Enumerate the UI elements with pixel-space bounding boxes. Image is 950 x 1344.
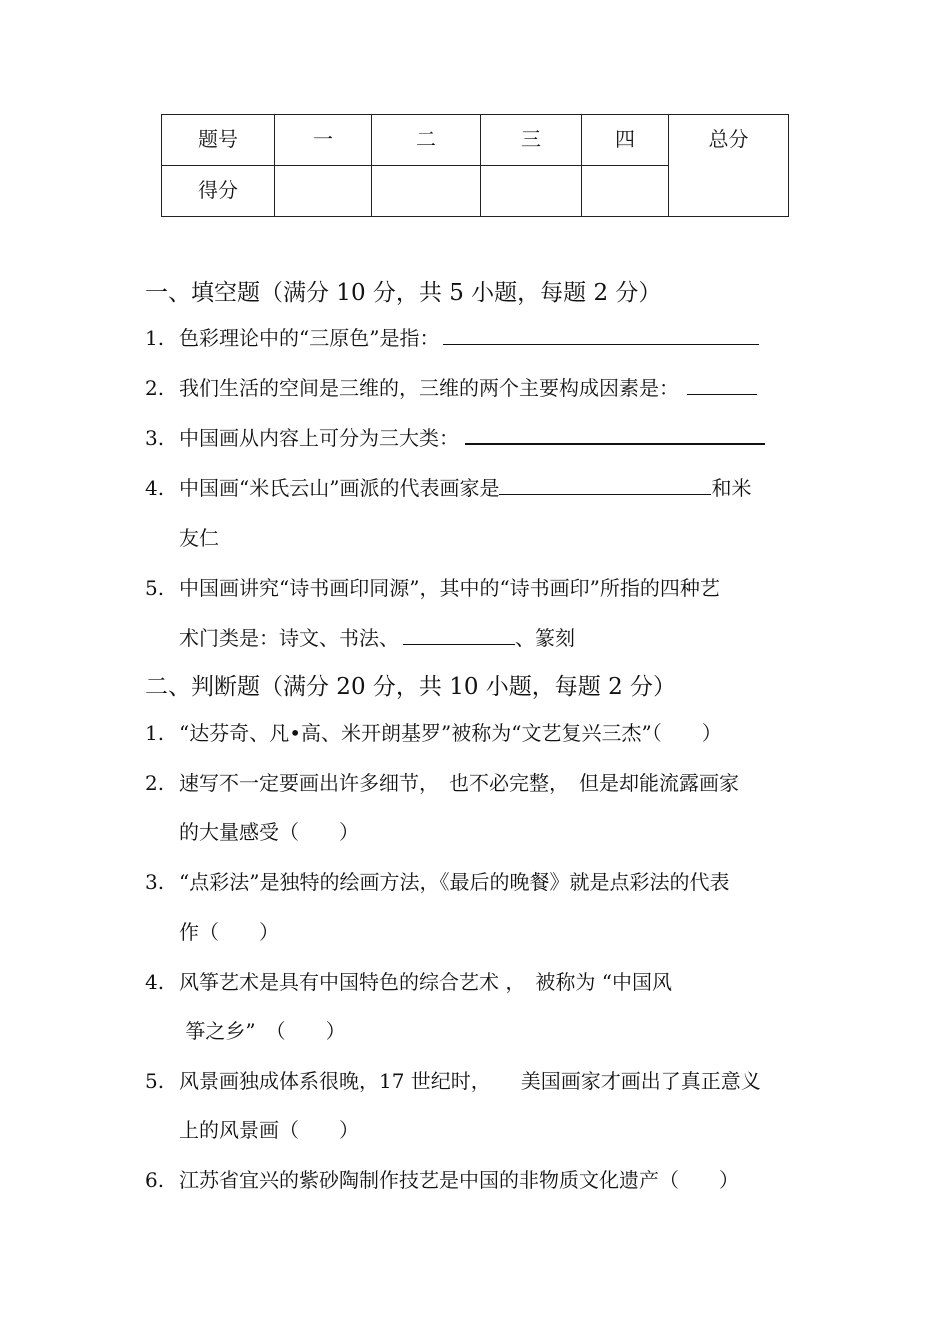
question-number: 1. <box>145 721 165 745</box>
question-number-label: 题号 <box>162 115 275 166</box>
answer-blank[interactable] <box>443 326 759 345</box>
judge-question-2 <box>145 767 739 796</box>
judge-question-6 <box>145 1164 739 1193</box>
question-text: 我们生活的空间是三维的，三维的两个主要构成因素是： <box>179 376 679 400</box>
question-text: 中国画从内容上可分为三大类： <box>179 426 459 450</box>
judge-question-4 <box>145 966 672 995</box>
column-1: 一 <box>275 115 372 166</box>
question-text: 速写不一定要画出许多细节， 也不必完整， 但是却能流露画家 <box>179 771 739 795</box>
question-number: 5. <box>145 1069 165 1093</box>
total-score-label: 总分 <box>669 115 789 217</box>
question-number: 3. <box>145 426 165 450</box>
judge-question-4-continued: 筝之乡” （ ） <box>179 1019 346 1043</box>
question-number: 3. <box>145 870 165 894</box>
question-text: 风景画独成体系很晚，17 世纪时， 美国画家才画出了真正意义 <box>179 1069 761 1093</box>
question-number: 1. <box>145 326 165 350</box>
answer-blank[interactable] <box>687 376 757 395</box>
column-2: 二 <box>372 115 481 166</box>
column-4: 四 <box>582 115 669 166</box>
question-text: 术门类是：诗文、书法、 <box>179 626 399 650</box>
question-text: “点彩法”是独特的绘画方法，《最后的晚餐》就是点彩法的代表 <box>179 870 730 894</box>
fill-question-4-continued: 友仁 <box>179 526 219 550</box>
judge-question-3-continued: 作（ ） <box>179 920 279 944</box>
fill-question-4 <box>145 472 751 501</box>
judge-question-3 <box>145 866 729 895</box>
answer-blank[interactable] <box>499 476 711 495</box>
question-text: 色彩理论中的“三原色”是指： <box>179 326 440 350</box>
score-cell-2[interactable] <box>372 166 481 217</box>
section1-title: 一、填空题（满分 10 分，共 5 小题，每题 2 分） <box>145 280 662 306</box>
fill-question-3 <box>145 422 765 451</box>
judge-question-2-continued: 的大量感受（ ） <box>179 820 359 844</box>
column-3: 三 <box>481 115 582 166</box>
question-number: 6. <box>145 1168 165 1192</box>
question-number: 2. <box>145 771 165 795</box>
answer-blank[interactable] <box>403 626 515 645</box>
fill-question-5 <box>145 572 720 601</box>
score-table-header-row <box>162 115 789 166</box>
question-number: 4. <box>145 970 165 994</box>
question-text-after: 和米 <box>711 476 752 500</box>
section2-title: 二、判断题（满分 20 分，共 10 小题，每题 2 分） <box>145 674 677 700</box>
fill-question-2 <box>145 372 757 401</box>
score-cell-1[interactable] <box>275 166 372 217</box>
question-number: 4. <box>145 476 165 500</box>
question-text: 中国画讲究“诗书画印同源”，其中的“诗书画印”所指的四种艺 <box>179 576 720 600</box>
score-cell-3[interactable] <box>481 166 582 217</box>
question-text: 风筝艺术是具有中国特色的综合艺术 ， 被称为 “中国风 <box>179 970 672 994</box>
judge-question-1 <box>145 717 722 746</box>
score-label: 得分 <box>162 166 275 217</box>
question-text: 中国画“米氏云山”画派的代表画家是 <box>179 476 500 500</box>
fill-question-5-continued <box>179 622 575 651</box>
answer-blank[interactable] <box>465 425 765 445</box>
question-number: 2. <box>145 376 165 400</box>
question-text: 江苏省宜兴的紫砂陶制作技艺是中国的非物质文化遗产（ ） <box>179 1168 739 1192</box>
score-cell-4[interactable] <box>582 166 669 217</box>
judge-question-5 <box>145 1065 761 1094</box>
judge-question-5-continued: 上的风景画（ ） <box>179 1118 359 1142</box>
fill-question-1 <box>145 322 759 351</box>
question-number: 5. <box>145 576 165 600</box>
question-text: “达芬奇、凡•高、米开朗基罗”被称为“文艺复兴三杰”（ ） <box>179 721 722 745</box>
score-table <box>161 114 789 217</box>
question-text-after: 、篆刻 <box>515 626 575 650</box>
